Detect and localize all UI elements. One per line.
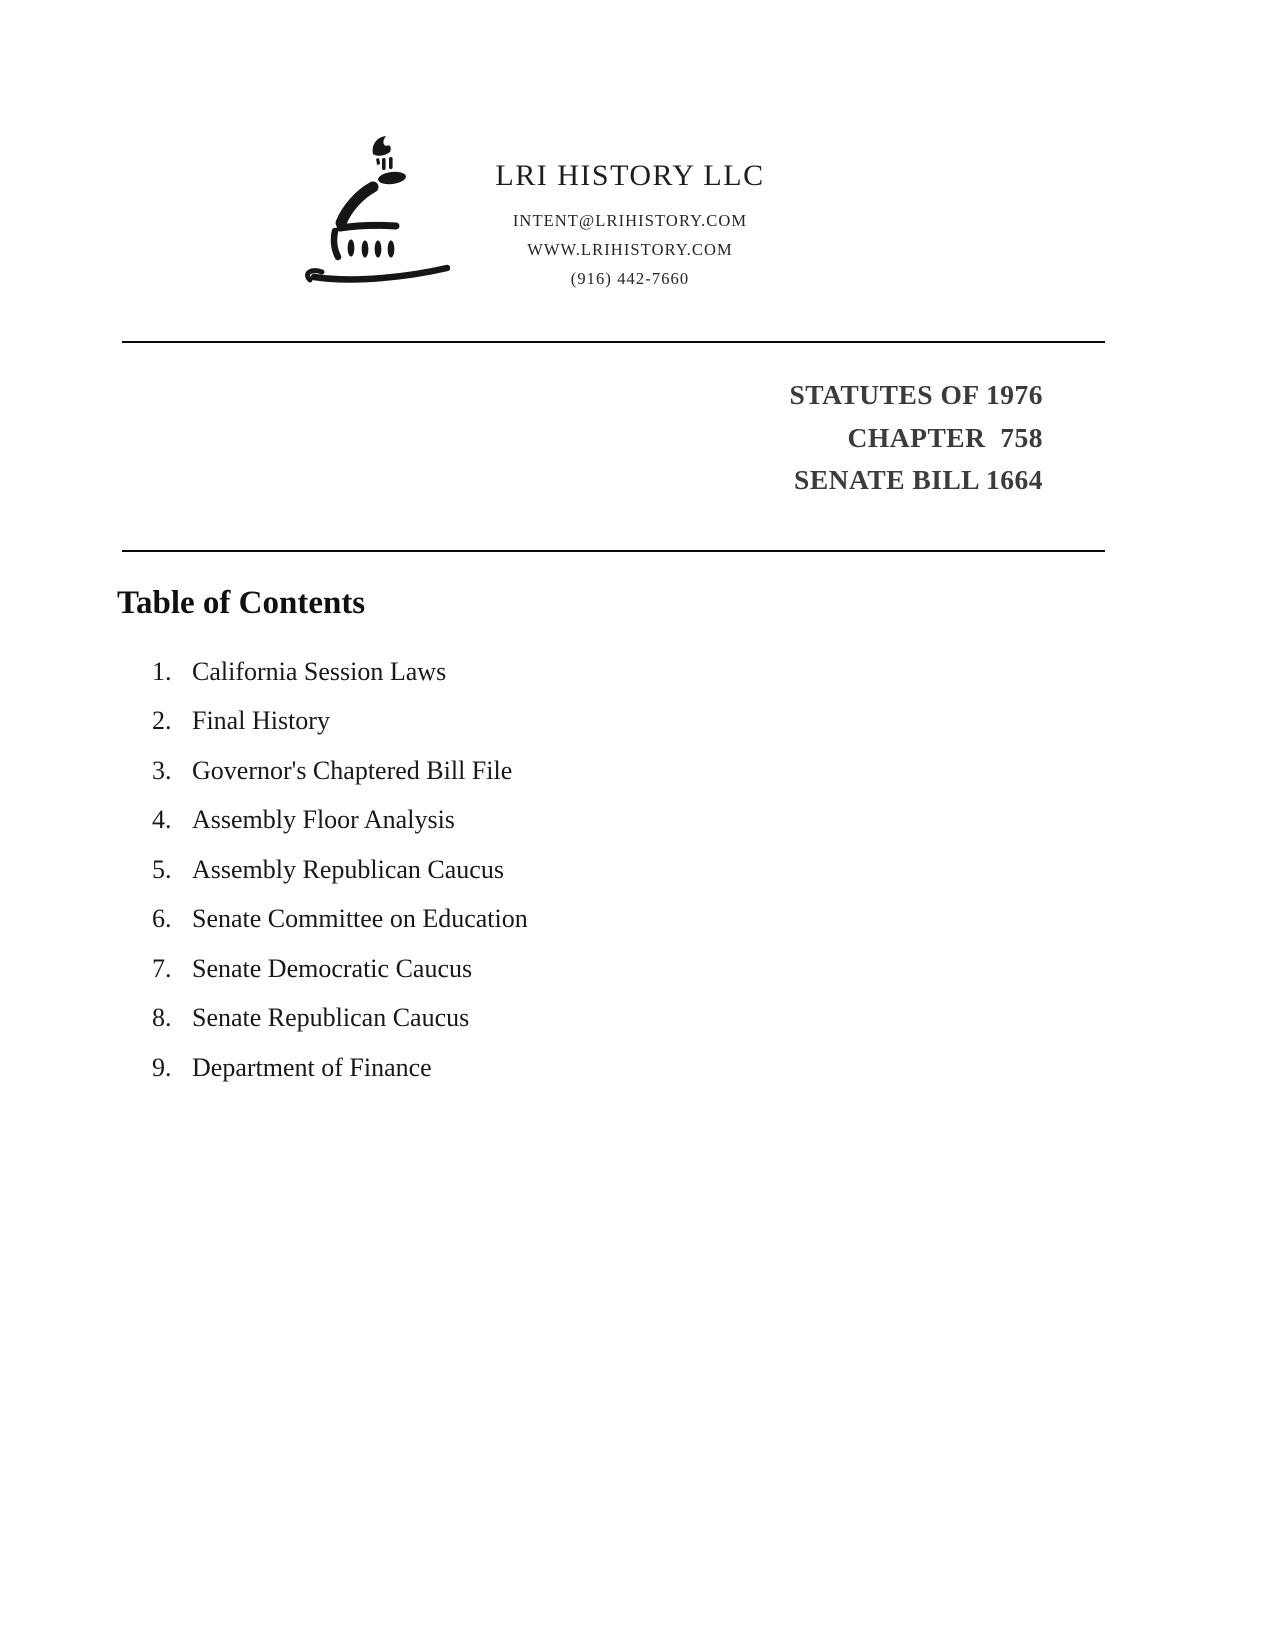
company-logo xyxy=(290,125,450,295)
toc-item-number: 4. xyxy=(152,805,172,835)
toc-item xyxy=(152,697,528,747)
toc-item-number: 3. xyxy=(152,755,172,785)
contact-website: WWW.LRIHISTORY.COM xyxy=(527,240,733,259)
toc-item xyxy=(152,944,528,994)
toc-item-number: 7. xyxy=(152,953,172,983)
contact-info xyxy=(440,206,820,293)
toc-item-number: 9. xyxy=(152,1052,172,1082)
chapter-line: CHAPTER 758 xyxy=(847,421,1043,453)
toc-item-label: Senate Republican Caucus xyxy=(192,1003,470,1033)
toc-item-label: Assembly Republican Caucus xyxy=(192,854,504,884)
toc-list xyxy=(152,647,528,1093)
toc-item xyxy=(152,746,528,796)
contact-phone: (916) 442-7660 xyxy=(570,269,690,288)
toc-item xyxy=(152,1043,528,1093)
toc-item-label: Assembly Floor Analysis xyxy=(192,805,455,835)
letterhead xyxy=(440,160,820,293)
toc-item-label: California Session Laws xyxy=(192,656,447,686)
toc-item-label: Governor's Chaptered Bill File xyxy=(192,755,513,785)
statutes-line: STATUTES OF 1976 xyxy=(789,379,1043,410)
senate-bill-line: SENATE BILL 1664 xyxy=(794,464,1043,495)
toc-item-number: 1. xyxy=(152,656,172,686)
toc-item-label: Department of Finance xyxy=(192,1052,432,1082)
toc-item-label: Final History xyxy=(192,706,330,736)
toc-item xyxy=(152,895,528,945)
toc-item xyxy=(152,796,528,846)
bill-reference-block xyxy=(789,374,1043,502)
toc-item xyxy=(152,647,528,697)
company-name: LRI HISTORY LLC xyxy=(495,159,765,192)
divider-rule-top xyxy=(122,341,1105,343)
capitol-dome-icon xyxy=(290,125,450,295)
toc-item xyxy=(152,994,528,1044)
toc-item-label: Senate Democratic Caucus xyxy=(192,953,473,983)
toc-item-number: 6. xyxy=(152,904,172,934)
toc-item xyxy=(152,845,528,895)
toc-item-number: 2. xyxy=(152,706,172,736)
toc-item-number: 5. xyxy=(152,854,172,884)
toc-heading: Table of Contents xyxy=(117,585,366,621)
toc-item-number: 8. xyxy=(152,1003,172,1033)
contact-email: INTENT@LRIHISTORY.COM xyxy=(512,211,748,230)
divider-rule-bottom xyxy=(122,550,1105,552)
toc-item-label: Senate Committee on Education xyxy=(192,904,528,934)
